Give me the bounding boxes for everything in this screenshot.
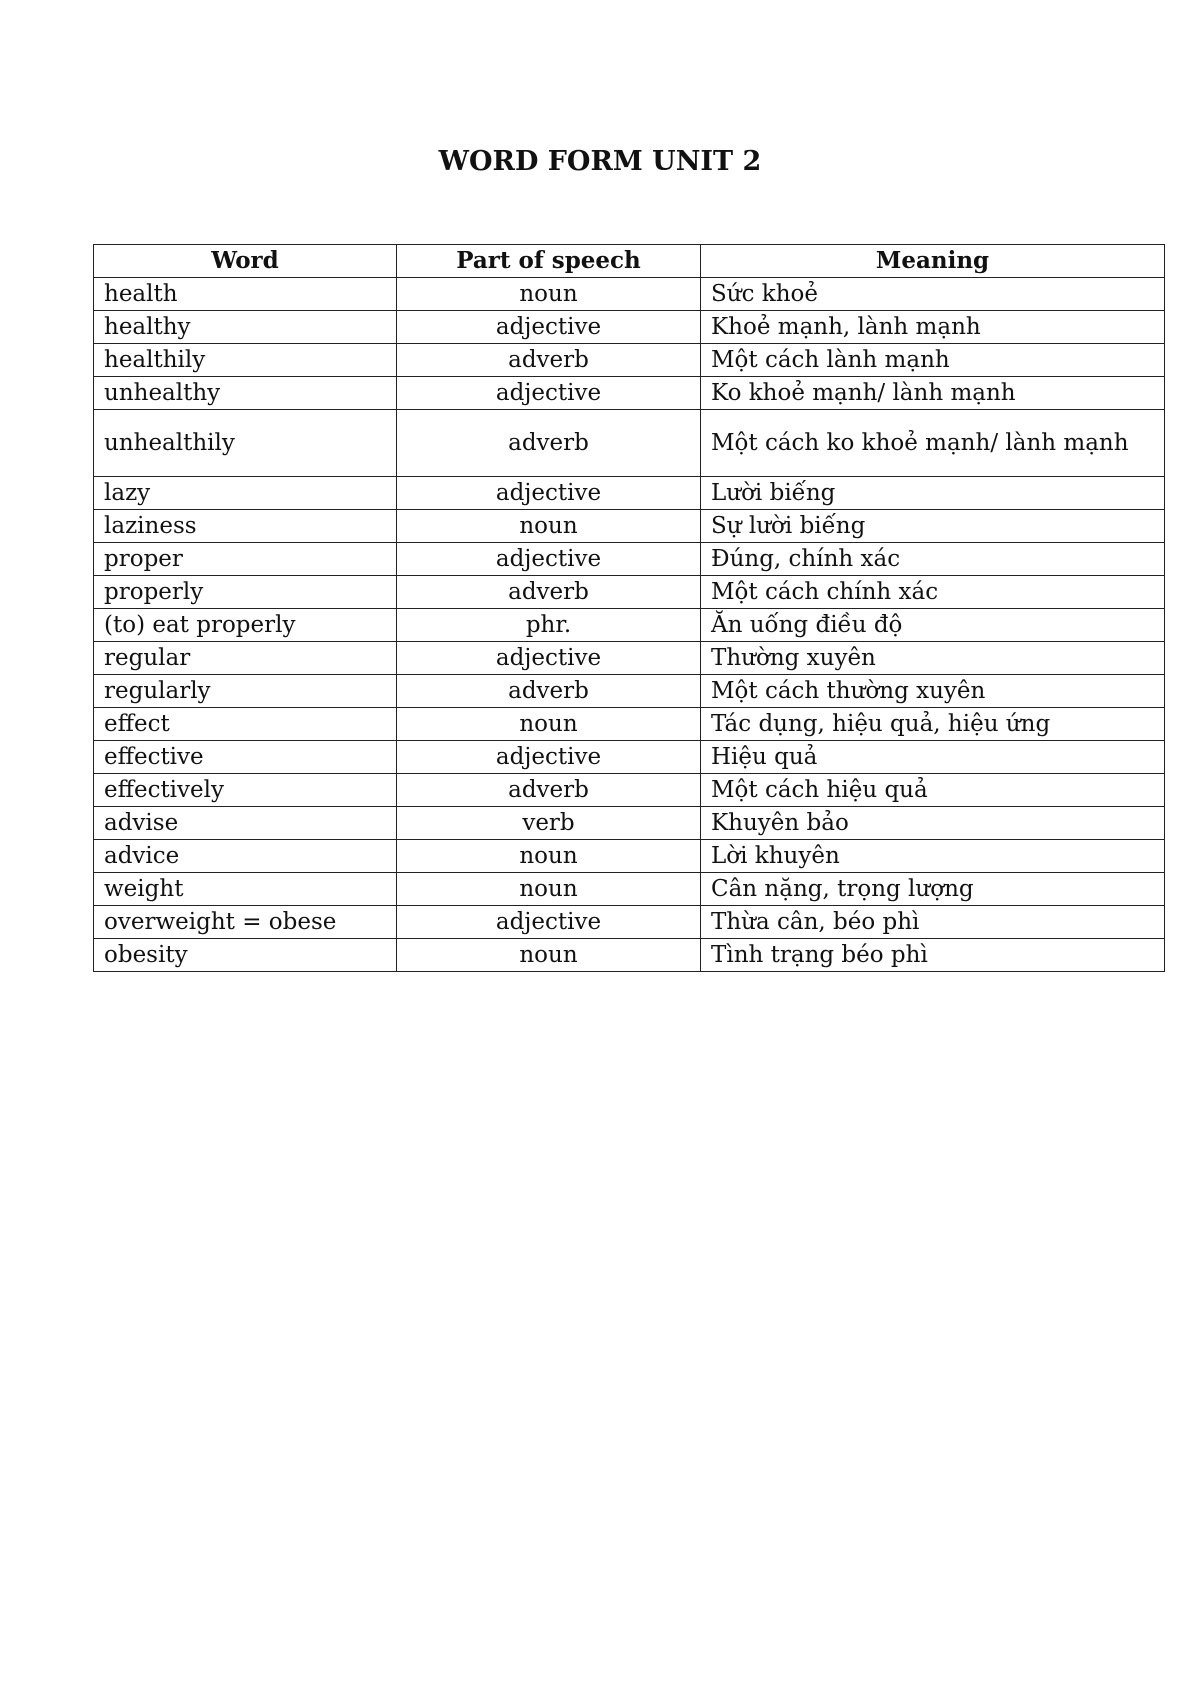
meaning-cell: Ăn uống điều độ bbox=[701, 609, 1165, 642]
word-cell: overweight = obese bbox=[94, 906, 397, 939]
table-row bbox=[94, 741, 1165, 774]
column-header-word: Word bbox=[94, 245, 397, 278]
table-row bbox=[94, 576, 1165, 609]
word-cell: effect bbox=[94, 708, 397, 741]
word-cell: laziness bbox=[94, 510, 397, 543]
meaning-cell: Lời khuyên bbox=[701, 840, 1165, 873]
meaning-cell: Tình trạng béo phì bbox=[701, 939, 1165, 972]
meaning-cell: Sự lười biếng bbox=[701, 510, 1165, 543]
part-of-speech-cell: noun bbox=[397, 939, 701, 972]
meaning-cell: Lười biếng bbox=[701, 477, 1165, 510]
part-of-speech-cell: adverb bbox=[397, 344, 701, 377]
table-row bbox=[94, 477, 1165, 510]
part-of-speech-cell: adjective bbox=[397, 477, 701, 510]
meaning-cell: Khoẻ mạnh, lành mạnh bbox=[701, 311, 1165, 344]
header-row bbox=[94, 245, 1165, 278]
table-row bbox=[94, 377, 1165, 410]
meaning-cell: Cân nặng, trọng lượng bbox=[701, 873, 1165, 906]
word-cell: health bbox=[94, 278, 397, 311]
table-row bbox=[94, 939, 1165, 972]
part-of-speech-cell: adverb bbox=[397, 576, 701, 609]
table-row bbox=[94, 609, 1165, 642]
part-of-speech-cell: adjective bbox=[397, 311, 701, 344]
part-of-speech-cell: noun bbox=[397, 840, 701, 873]
part-of-speech-cell: phr. bbox=[397, 609, 701, 642]
meaning-cell: Sức khoẻ bbox=[701, 278, 1165, 311]
column-header-meaning: Meaning bbox=[701, 245, 1165, 278]
word-cell: unhealthily bbox=[94, 410, 397, 477]
table-row bbox=[94, 642, 1165, 675]
part-of-speech-cell: adjective bbox=[397, 906, 701, 939]
meaning-cell: Một cách hiệu quả bbox=[701, 774, 1165, 807]
table-row bbox=[94, 543, 1165, 576]
table-row bbox=[94, 278, 1165, 311]
meaning-cell: Một cách thường xuyên bbox=[701, 675, 1165, 708]
meaning-cell: Khuyên bảo bbox=[701, 807, 1165, 840]
table-row bbox=[94, 708, 1165, 741]
part-of-speech-cell: adjective bbox=[397, 741, 701, 774]
meaning-cell: Hiệu quả bbox=[701, 741, 1165, 774]
word-form-table bbox=[93, 244, 1165, 972]
table-row bbox=[94, 774, 1165, 807]
table-row bbox=[94, 840, 1165, 873]
table-body bbox=[94, 278, 1165, 972]
table-row bbox=[94, 807, 1165, 840]
table-row bbox=[94, 410, 1165, 477]
column-header-part-of-speech: Part of speech bbox=[397, 245, 701, 278]
word-cell: properly bbox=[94, 576, 397, 609]
part-of-speech-cell: adverb bbox=[397, 675, 701, 708]
part-of-speech-cell: adjective bbox=[397, 543, 701, 576]
table-row bbox=[94, 906, 1165, 939]
part-of-speech-cell: adjective bbox=[397, 642, 701, 675]
table-row bbox=[94, 873, 1165, 906]
word-cell: effective bbox=[94, 741, 397, 774]
meaning-cell: Đúng, chính xác bbox=[701, 543, 1165, 576]
meaning-cell: Thường xuyên bbox=[701, 642, 1165, 675]
meaning-cell: Một cách lành mạnh bbox=[701, 344, 1165, 377]
part-of-speech-cell: adverb bbox=[397, 774, 701, 807]
word-cell: proper bbox=[94, 543, 397, 576]
part-of-speech-cell: noun bbox=[397, 278, 701, 311]
part-of-speech-cell: adverb bbox=[397, 410, 701, 477]
table-header bbox=[94, 245, 1165, 278]
part-of-speech-cell: noun bbox=[397, 510, 701, 543]
meaning-cell: Tác dụng, hiệu quả, hiệu ứng bbox=[701, 708, 1165, 741]
word-cell: unhealthy bbox=[94, 377, 397, 410]
table-row bbox=[94, 675, 1165, 708]
meaning-cell: Thừa cân, béo phì bbox=[701, 906, 1165, 939]
word-cell: (to) eat properly bbox=[94, 609, 397, 642]
table-row bbox=[94, 344, 1165, 377]
part-of-speech-cell: adjective bbox=[397, 377, 701, 410]
meaning-cell: Một cách chính xác bbox=[701, 576, 1165, 609]
word-cell: obesity bbox=[94, 939, 397, 972]
page-title: WORD FORM UNIT 2 bbox=[438, 146, 762, 177]
table-row bbox=[94, 510, 1165, 543]
part-of-speech-cell: verb bbox=[397, 807, 701, 840]
word-cell: healthy bbox=[94, 311, 397, 344]
word-cell: weight bbox=[94, 873, 397, 906]
word-cell: lazy bbox=[94, 477, 397, 510]
part-of-speech-cell: noun bbox=[397, 708, 701, 741]
part-of-speech-cell: noun bbox=[397, 873, 701, 906]
word-cell: effectively bbox=[94, 774, 397, 807]
meaning-cell: Ko khoẻ mạnh/ lành mạnh bbox=[701, 377, 1165, 410]
meaning-cell: Một cách ko khoẻ mạnh/ lành mạnh bbox=[701, 410, 1165, 477]
table-row bbox=[94, 311, 1165, 344]
word-cell: advise bbox=[94, 807, 397, 840]
word-cell: regular bbox=[94, 642, 397, 675]
word-cell: advice bbox=[94, 840, 397, 873]
word-cell: healthily bbox=[94, 344, 397, 377]
word-cell: regularly bbox=[94, 675, 397, 708]
